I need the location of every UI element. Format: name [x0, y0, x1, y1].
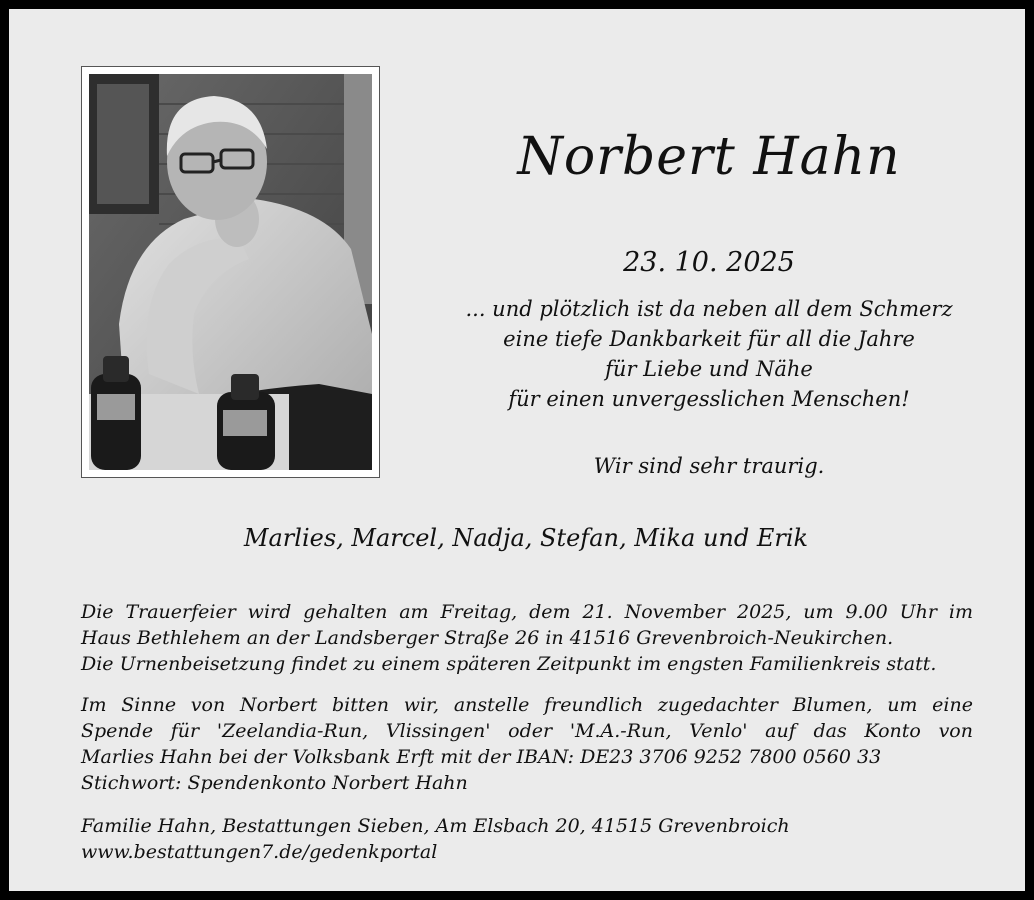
donation-line: Im Sinne von Norbert bitten wir, anstelle freundlich zugedachter Blumen, um eine [81, 694, 973, 716]
donation-line: Stichwort: Spendenkonto Norbert Hahn [81, 772, 468, 794]
verse-line: ... und plötzlich ist da neben all dem Schmerz [465, 297, 953, 321]
undertaker-address: Familie Hahn, Bestattungen Sieben, Am Elsbach 20, 41515 Grevenbroich [81, 815, 790, 837]
memorial-portal-link[interactable]: www.bestattungen7.de/gedenkportal [81, 841, 438, 863]
funeral-line: Die Urnenbeisetzung findet zu einem späteren Zeitpunkt im engsten Familienkreis statt. [81, 653, 937, 675]
verse-line: für Liebe und Nähe [605, 357, 813, 381]
portrait-frame [81, 66, 380, 478]
deceased-name: Norbert Hahn [517, 127, 901, 187]
memorial-verse [429, 294, 989, 414]
family-signature: Marlies, Marcel, Nadja, Stefan, Mika und Erik [243, 524, 809, 552]
verse-line: eine tiefe Dankbarkeit für all die Jahre [503, 327, 915, 351]
portrait-photo [89, 74, 372, 470]
undertaker-info [81, 813, 973, 865]
donation-line: Marlies Hahn bei der Volksbank Erft mit der IBAN: DE23 3706 9252 7800 0560 33 [81, 746, 882, 768]
funeral-line: Haus Bethlehem an der Landsberger Straße 26 in 41516 Grevenbroich-Neukirchen. [81, 627, 894, 649]
donation-line: Spende für 'Zeelandia-Run, Vlissingen' oder 'M.A.-Run, Venlo' auf das Konto von [81, 720, 973, 742]
date-of-death: 23. 10. 2025 [623, 247, 795, 278]
verse-line: für einen unvergesslichen Menschen! [508, 387, 910, 411]
funeral-line: Die Trauerfeier wird gehalten am Freitag, dem 21. November 2025, um 9.00 Uhr im [81, 601, 973, 623]
closing-statement: Wir sind sehr traurig. [593, 454, 825, 478]
donation-request [81, 692, 973, 796]
funeral-details [81, 599, 973, 677]
